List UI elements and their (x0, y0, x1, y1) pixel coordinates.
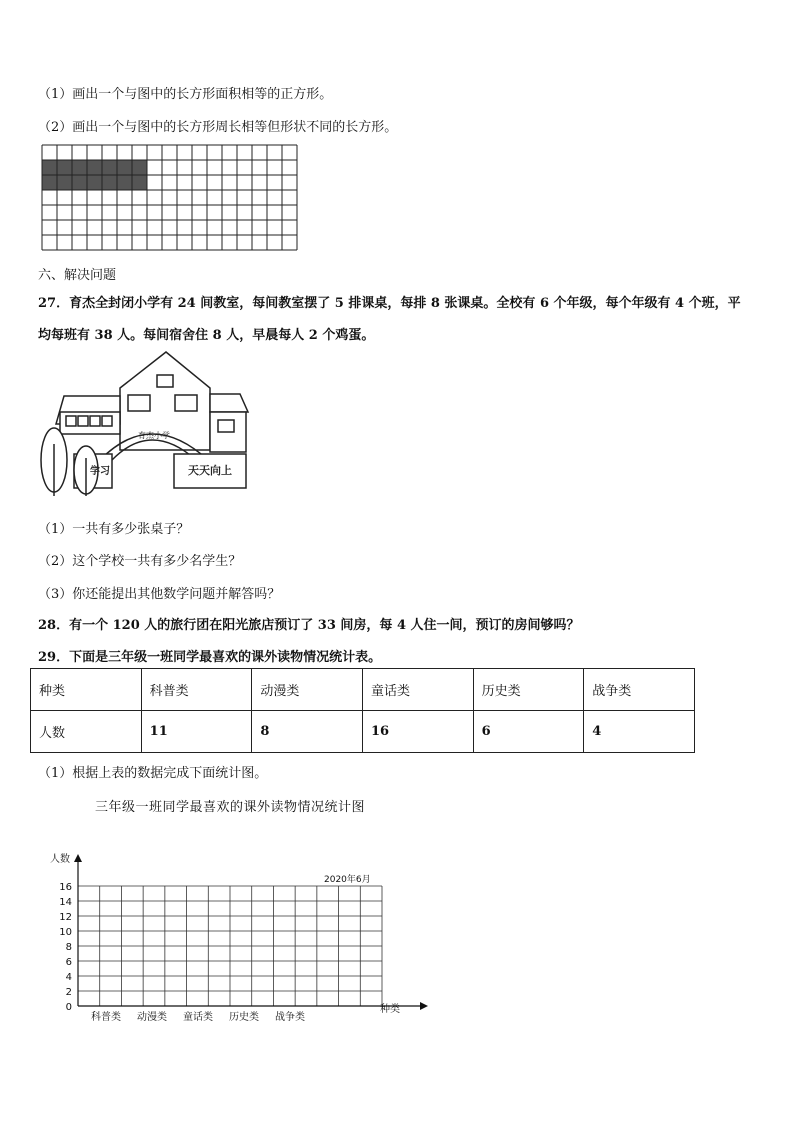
q27-sub1: （1）一共有多少张桌子？ (38, 522, 190, 537)
school-illustration (38, 350, 252, 498)
x-axis-label: 种类 (380, 1004, 400, 1015)
q28-text: 28．有一个 120 人的旅行团在阳光旅店预订了 33 间房，每 4 人住一间，预订的房间够吗？ (38, 618, 580, 633)
y-tick-label: 16 (59, 882, 72, 893)
table-cell: 6 (473, 711, 584, 753)
x-tick-label: 战争类 (275, 1012, 305, 1023)
table-header-row (31, 669, 695, 711)
table-cell: 人数 (31, 711, 142, 753)
y-axis-label: 人数 (50, 854, 70, 865)
table-cell: 4 (584, 711, 695, 753)
x-tick-label: 童话类 (183, 1012, 213, 1023)
q27-line2: 均每班有 38 人。每间宿舍住 8 人，早晨每人 2 个鸡蛋。 (38, 328, 375, 343)
table-cell: 童话类 (362, 669, 473, 711)
chart-title: 三年级一班同学最喜欢的课外读物情况统计图 (95, 800, 366, 815)
q29-text: 29．下面是三年级一班同学最喜欢的课外读物情况统计表。 (38, 650, 382, 665)
y-tick-label: 14 (59, 897, 72, 908)
table-cell: 16 (362, 711, 473, 753)
left-sign-text: 学习 (90, 466, 110, 477)
x-tick-label: 历史类 (229, 1012, 259, 1023)
q27-line1: 27．育杰全封闭小学有 24 间教室，每间教室摆了 5 排课桌，每排 8 张课桌。全校有 6 个年级，每个年级有 4 个班，平 (38, 296, 741, 311)
table-cell: 动漫类 (252, 669, 363, 711)
q27-sub3: （3）你还能提出其他数学问题并解答吗？ (38, 587, 281, 602)
q26-sub1: （1）画出一个与图中的长方形面积相等的正方形。 (38, 87, 333, 102)
school-sign-text: 育杰小学 (138, 431, 170, 440)
y-tick-label: 4 (65, 972, 72, 983)
bar-chart (40, 840, 440, 1030)
y-tick-label: 2 (65, 987, 72, 998)
reading-stats-table (30, 668, 695, 753)
q26-sub2: （2）画出一个与图中的长方形周长相等但形状不同的长方形。 (38, 120, 398, 135)
q27-sub2: （2）这个学校一共有多少名学生？ (38, 554, 242, 569)
y-tick-label: 12 (59, 912, 72, 923)
table-cell: 战争类 (584, 669, 695, 711)
y-tick-label: 6 (65, 957, 72, 968)
y-tick-label: 8 (65, 942, 72, 953)
y-axis-arrow (74, 854, 82, 862)
chart-date-label: 2020年6月 (324, 875, 371, 885)
y-tick-label: 10 (59, 927, 72, 938)
table-cell: 11 (141, 711, 252, 753)
table-cell: 历史类 (473, 669, 584, 711)
x-tick-label: 科普类 (91, 1012, 121, 1023)
grid-figure (40, 143, 304, 253)
table-cell: 8 (252, 711, 363, 753)
table-row (31, 711, 695, 753)
table-cell: 科普类 (141, 669, 252, 711)
section-heading: 六、解决问题 (38, 268, 117, 283)
x-axis-arrow (420, 1002, 428, 1010)
right-sign-text: 天天向上 (188, 464, 232, 477)
x-tick-label: 动漫类 (137, 1012, 167, 1023)
q29-sub1: （1）根据上表的数据完成下面统计图。 (38, 766, 268, 781)
table-cell: 种类 (31, 669, 142, 711)
y-tick-label: 0 (65, 1002, 72, 1013)
